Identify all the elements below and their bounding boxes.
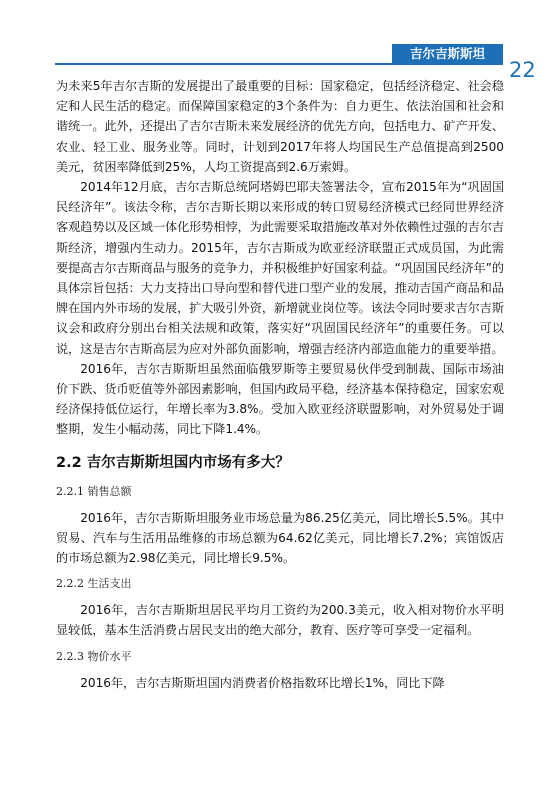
page-body — [56, 76, 504, 693]
subsection-heading-price-level: 2.2.3 物价水平 — [56, 649, 132, 663]
paragraph-living-expenses: 2016年，吉尔吉斯斯坦居民平均月工资约为200.3美元，收入相对物价水平明显较低，基本生活消费占居民支出的绝大部分，教育、医疗等可享受一定福利。 — [56, 603, 504, 638]
header-rule — [55, 63, 503, 65]
subsection-heading-living-expenses: 2.2.2 生活支出 — [56, 577, 132, 591]
paragraph-sales-total: 2016年，吉尔吉斯斯坦服务业市场总量为86.25亿美元，同比增长5.5%。其中贸易、汽车与生活用品维修的市场总额为64.62亿美元，同比增长7.2%；宾馆饭店的市场总额为2.98亿美元，同比增长9.5%。 — [56, 510, 504, 566]
paragraph-price-level: 2016年，吉尔吉斯斯坦国内消费者价格指数环比增长1%，同比下降 — [80, 675, 445, 690]
running-header-title: 吉尔吉斯斯坦 — [392, 44, 503, 64]
subsection-heading-sales-total: 2.2.1 销售总额 — [56, 484, 132, 498]
paragraph-economy-year-decree: 2014年12月底，吉尔吉斯总统阿塔姆巴耶夫签署法令，宣布2015年为“巩固国民经济年”。该法令称，吉尔吉斯长期以来形成的转口贸易经济模式已经同世界经济客观趋势以及区域一体化形势相悖，为此需要采取措施改革对外依赖性过强的吉尔吉斯经济，增强内生动力。2015年，吉尔吉斯成为欧亚经济联盟正式成员国，为此需要提高吉尔吉斯商品与服务的竞争力，并积极维护好国家利益。“巩固国民经济年”的具体宗旨包括：大力支持出口导向型和替代进口型产业的发展，推动吉国产商品和品牌在国内外市场的发展，扩大吸引外资，新增就业岗位等。该法令同时要求吉尔吉斯议会和政府分别出台相关法规和政策，落实好“巩固国民经济年”的重要任务。可以说，这是吉尔吉斯高层为应对外部负面影响，增强吉经济内部造血能力的重要举措。 — [56, 180, 504, 356]
paragraph-economy-2016: 2016年，吉尔吉斯斯坦虽然面临俄罗斯等主要贸易伙伴受到制裁、国际市场油价下跌、货币贬值等外部因素影响，但国内政局平稳，经济基本保持稳定，国家宏观经济保持低位运行，年增长率为3.8%。受加入欧亚经济联盟影响，对外贸易处于调整期，发生小幅动荡，同比下降1.4%。 — [56, 361, 504, 437]
section-heading-domestic-market: 2.2 吉尔吉斯斯坦国内市场有多大？ — [56, 454, 290, 471]
paragraph-development-goals: 为未来5年吉尔吉斯的发展提出了最重要的目标：国家稳定，包括经济稳定、社会稳定和人民生活的稳定。而保障国家稳定的3个条件为：自力更生、依法治国和社会和谐统一。此外，还提出了吉尔吉斯未来发展经济的优先方向，包括电力、矿产开发、农业、轻工业、服务业等。同时，计划到2017年将人均国民生产总值提高到2500美元，贫困率降低到25%，人均工资提高到2.6万索姆。 — [56, 79, 504, 174]
page-number: 22 — [509, 58, 536, 82]
